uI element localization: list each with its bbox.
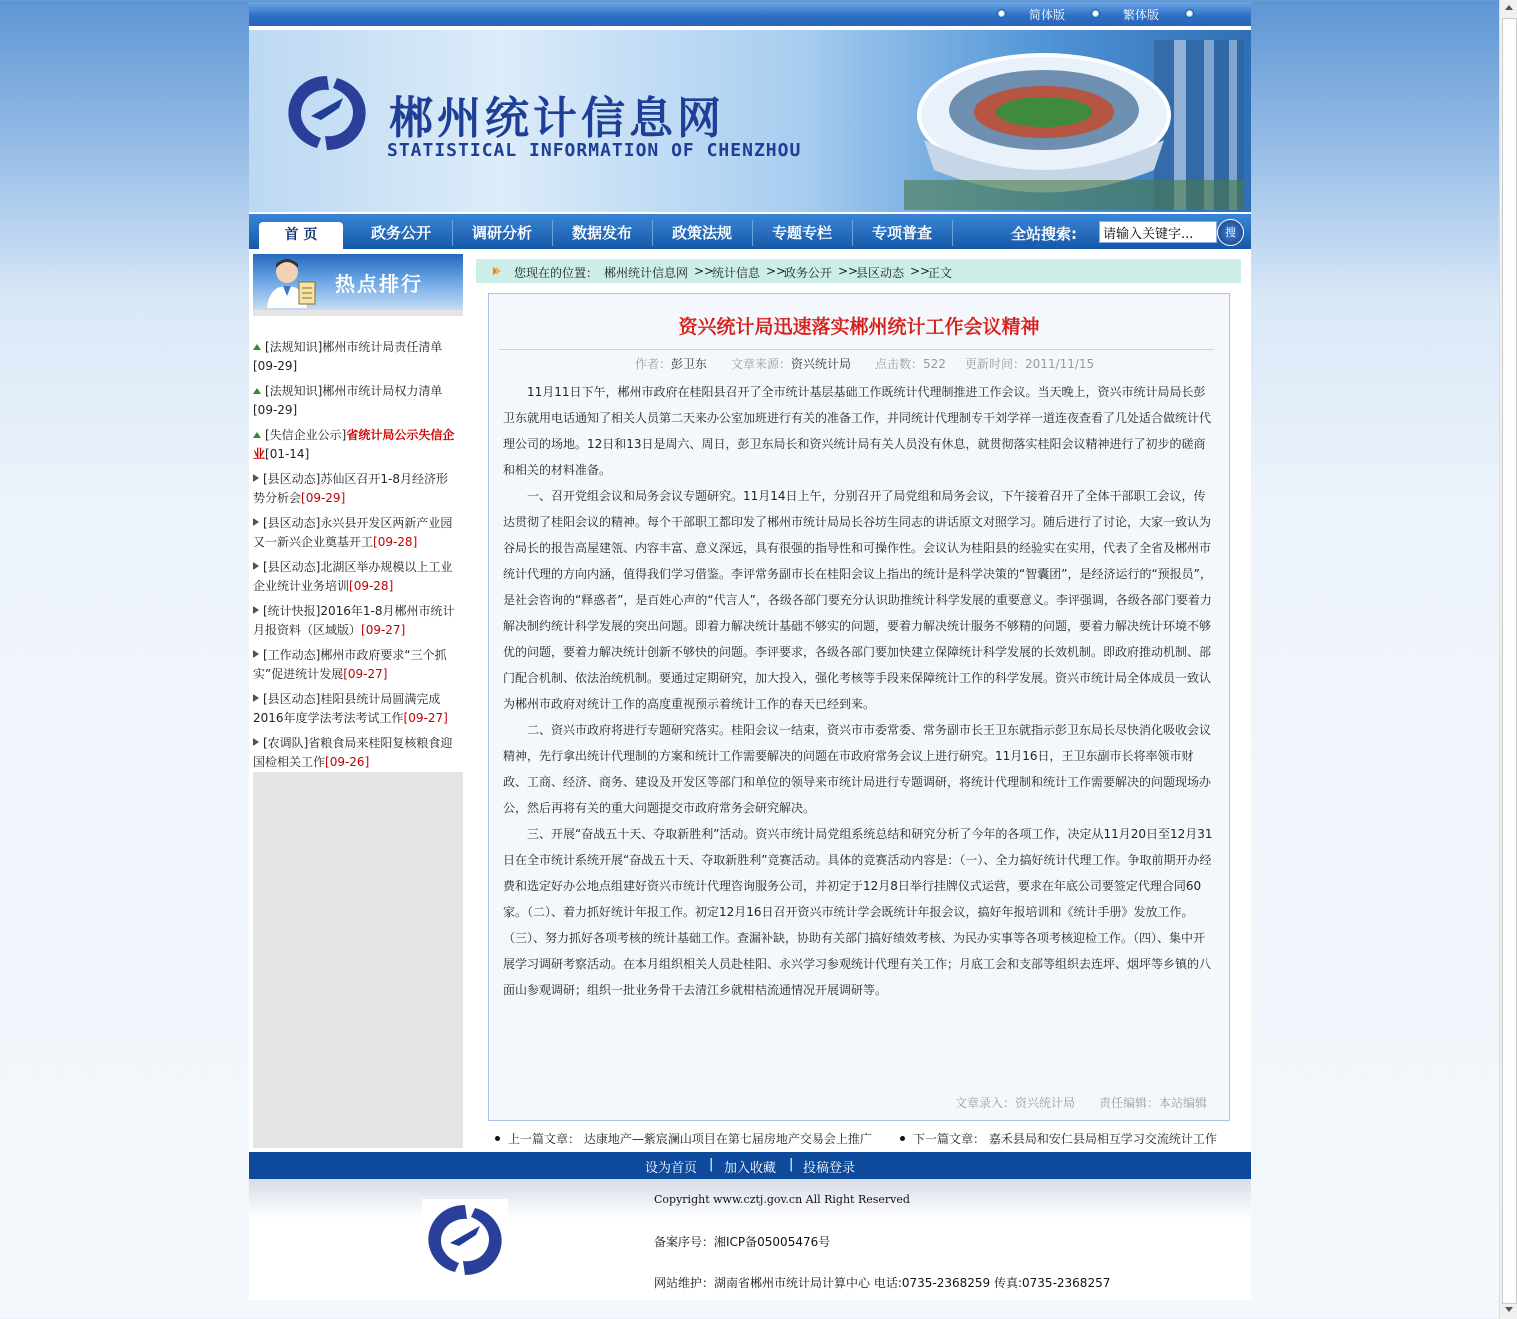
arrow-icon bbox=[492, 266, 502, 276]
list-item[interactable]: [县区动态]永兴县开发区两新产业园又一新兴企业奠基开工[09-28] bbox=[253, 516, 453, 549]
prev-article[interactable]: 上一篇文章： 达康地产—紫宸澜山项目在第七届房地产交易会上推广 bbox=[495, 1130, 872, 1147]
bullet-icon bbox=[997, 9, 1006, 18]
list-item[interactable]: [工作动态]郴州市政府要求“三个抓实”促进统计发展[09-27] bbox=[253, 648, 447, 681]
right-arrow-icon bbox=[253, 694, 259, 702]
breadcrumb bbox=[476, 259, 1241, 283]
link-separator: | bbox=[709, 1157, 714, 1172]
nav-policies[interactable]: 政策法规 bbox=[672, 224, 733, 242]
list-item[interactable]: [法规知识]郴州市统计局责任清单 [09-29] bbox=[253, 340, 443, 373]
language-bar bbox=[249, 2, 1251, 26]
list-item[interactable]: [县区动态]苏仙区召开1-8月经济形势分析会[09-29] bbox=[253, 472, 448, 505]
article-paragraph: 二、资兴市政府将进行专题研究落实。桂阳会议一结束，资兴市市委常委、常务副市长王卫东就指示彭卫东局长尽快消化吸收会议精神，先行拿出统计代理制的方案和统计工作需要解决的问题在市政府常务会议上进行研究。11月16日，王卫东副市长将率领市财政、工商、经济、商务、建设及开发区等部门和单位的领导来市统计局进行专题调研，将统计代理制和统计工作需要解决的问题现场办公，然后再将有关的重大问题提交市政府常务会研究解决。 bbox=[503, 723, 1212, 815]
nav-divider bbox=[552, 220, 553, 246]
nav-divider bbox=[452, 220, 453, 246]
site-logo-icon bbox=[281, 68, 373, 158]
bullet-icon bbox=[1091, 9, 1100, 18]
add-favorite-link[interactable]: 加入收藏 bbox=[724, 1161, 777, 1176]
list-item[interactable]: [县区动态]北湖区举办规模以上工业企业统计业务培训[09-28] bbox=[253, 560, 453, 593]
divider bbox=[499, 349, 1214, 350]
doctor-avatar-icon bbox=[263, 256, 321, 308]
main-nav bbox=[249, 214, 1251, 249]
article-paragraph: 11月11日下午，郴州市政府在桂阳县召开了全市统计基层基础工作既统计代理制推进工作会议。当天晚上，资兴市统计局局长彭卫东就用电话通知了相关人员第二天来办公室加班进行有关的准备工作，并同统计代理制专干刘学祥一道连夜查看了几处适合做统计代理公司的场地。12日和13日是周六、周日，彭卫东局长和资兴统计局有关人员没有休息，就贯彻落实桂阳会议精神进行了初步的磋商和相关的材料准备。 bbox=[503, 385, 1212, 477]
sidebar bbox=[253, 254, 463, 1148]
footer-links bbox=[249, 1152, 1251, 1179]
breadcrumb-stats-info[interactable]: 统计信息 bbox=[712, 266, 761, 280]
nav-census[interactable]: 专项普查 bbox=[872, 224, 933, 242]
submit-login-link[interactable]: 投稿登录 bbox=[803, 1161, 856, 1176]
nav-government-affairs[interactable]: 政务公开 bbox=[371, 224, 432, 242]
copyright-text: Copyright www.cztj.gov.cn All Right Reserved bbox=[654, 1193, 910, 1206]
article-paragraph: 三、开展“奋战五十天、夺取新胜利”活动。资兴市统计局党组系统总结和研究分析了今年的各项工作，决定从11月20日至12月31日在全市统计系统开展“奋战五十天、夺取新胜利”竞赛活动。具体的竞赛活动内容是：（一）、全力搞好统计代理工作。争取前期开办经费和选定好办公地点组建好资兴市统计代理咨询服务公司，并初定于12月8日举行挂牌仪式运营，要求在年底公司要签定代理合同60家。（二）、着力抓好统计年报工作。初定12月16日召开资兴市统计学会既统计年报会议，搞好年报培训和《统计手册》发放工作。（三）、努力抓好各项考核的统计基础工作。查漏补缺，协助有关部门搞好绩效考核、为民办实事等各项考核迎检工作。（四）、集中开展学习调研考察活动。在本月组织相关人员赴桂阳、永兴学习参观统计代理有关工作；月底工会和支部等组织去连坪、烟坪等乡镇的八面山参观调研；组织一批业务骨干去清江乡就柑桔流通情况开展调研等。 bbox=[503, 827, 1213, 997]
nav-special-topics[interactable]: 专题专栏 bbox=[772, 224, 833, 242]
page-container bbox=[249, 2, 1251, 1300]
search-input[interactable] bbox=[1099, 221, 1217, 243]
stadium-image bbox=[904, 40, 1244, 210]
page-scrollbar[interactable] bbox=[1499, 0, 1517, 1319]
link-separator: | bbox=[789, 1157, 794, 1172]
list-item[interactable]: [法规知识]郴州市统计局权力清单 [09-29] bbox=[253, 384, 443, 417]
nav-divider bbox=[652, 220, 653, 246]
list-item[interactable]: [县区动态]桂阳县统计局圆满完成2016年度学法考法考试工作[09-27] bbox=[253, 692, 448, 725]
nav-research[interactable]: 调研分析 bbox=[472, 224, 533, 242]
bullet-icon bbox=[1185, 9, 1194, 18]
breadcrumb-sep: >> bbox=[910, 264, 931, 278]
nav-divider bbox=[852, 220, 853, 246]
right-arrow-icon bbox=[253, 562, 259, 570]
article-hits: 点击数：522 bbox=[875, 357, 946, 371]
breadcrumb-county-news[interactable]: 县区动态 bbox=[856, 266, 905, 280]
breadcrumb-gov-affairs[interactable]: 政务公开 bbox=[784, 266, 833, 280]
search-label: 全站搜索: bbox=[1011, 225, 1077, 243]
right-arrow-icon bbox=[253, 650, 259, 658]
simplified-link[interactable]: 简体版 bbox=[1029, 8, 1066, 22]
list-item[interactable]: [失信企业公示]省统计局公示失信企业[01-14] bbox=[253, 428, 455, 461]
set-homepage-link[interactable]: 设为首页 bbox=[645, 1161, 698, 1176]
list-item[interactable]: [统计快报]2016年1-8月郴州市统计月报资料（区域版）[09-27] bbox=[253, 604, 455, 637]
scroll-up-icon[interactable] bbox=[1505, 5, 1513, 10]
up-arrow-icon bbox=[253, 344, 261, 350]
right-arrow-icon bbox=[253, 474, 259, 482]
nav-data-release[interactable]: 数据发布 bbox=[572, 224, 633, 242]
hot-ranking-title: 热点排行 bbox=[335, 272, 423, 296]
scroll-down-icon[interactable] bbox=[1505, 1307, 1513, 1312]
nav-divider bbox=[952, 220, 953, 246]
breadcrumb-current: 正文 bbox=[928, 266, 953, 280]
site-footer bbox=[249, 1179, 1251, 1300]
scrollbar-thumb[interactable] bbox=[1502, 18, 1517, 1304]
breadcrumb-sep: >> bbox=[766, 264, 787, 278]
bullet-icon bbox=[900, 1136, 905, 1141]
hot-ranking-header bbox=[253, 254, 463, 310]
right-arrow-icon bbox=[253, 738, 259, 746]
article-paragraph: 一、召开党组会议和局务会议专题研究。11月14日上午，分别召开了局党组和局务会议，下午接着召开了全体干部职工会议，传达贯彻了桂阳会议的精神。每个干部职工都印发了郴州市统计局局长谷坊生同志的讲话原文对照学习。随后进行了讨论，大家一致认为谷局长的报告高屋建瓴、内容丰富、意义深远，具有很强的指导性和可操作性。会议认为桂阳县的经验实在实用，代表了全省及郴州市统计代理的方向内涵，值得我们学习借鉴。李评常务副市长在桂阳会议上指出的统计是科学决策的“智囊团”，是经济运行的“预报员”，是社会咨询的“释惑者”，是百姓心声的“代言人”，各级各部门要充分认识助推统计科学发展的重要意义。李评强调，各级各部门要着力解决制约统计科学发展的突出问题。即着力解决统计基础不够实的问题，要着力解决统计服务不够精的问题，要着力解决统计环境不够优的问题，要着力解决统计创新不够快的问题。李评要求，各级各部门要加快建立保障统计科学发展的长效机制。即政府推动机制、部门配合机制、依法治统机制。要通过定期研究，加大投入，强化考核等手段来保障统计工作的科学发展。资兴市统计局全体成员一致认为郴州市政府对统计工作的高度重视预示着统计工作的春天已经到来。 bbox=[503, 489, 1212, 711]
breadcrumb-prefix: 您现在的位置： bbox=[514, 266, 599, 280]
next-article[interactable]: 下一篇文章： 嘉禾县局和安仁县局相互学习交流统计工作 bbox=[900, 1130, 1217, 1147]
icp-text: 备案序号：湘ICP备05005476号 bbox=[654, 1235, 831, 1249]
search-button[interactable]: 搜 bbox=[1217, 219, 1244, 246]
hot-ranking-list bbox=[253, 316, 463, 772]
article-title: 资兴统计局迅速落实郴州统计工作会议精神 bbox=[678, 316, 1040, 338]
site-title-en: STATISTICAL INFORMATION OF CHENZHOU bbox=[387, 140, 802, 161]
up-arrow-icon bbox=[253, 432, 261, 438]
article bbox=[488, 293, 1230, 1121]
site-title-cn: 郴州统计信息网 bbox=[389, 93, 725, 144]
article-updated: 更新时间：2011/11/15 bbox=[965, 357, 1095, 371]
traditional-link[interactable]: 繁体版 bbox=[1123, 8, 1160, 22]
list-item[interactable]: [农调队]省粮食局来桂阳复核粮食迎国检相关工作[09-26] bbox=[253, 736, 453, 769]
article-editor: 责任编辑：本站编辑 bbox=[1099, 1096, 1208, 1110]
nav-divider bbox=[752, 220, 753, 246]
bullet-icon bbox=[495, 1136, 500, 1141]
article-source: 文章来源：资兴统计局 bbox=[731, 357, 852, 371]
maintainer-text: 网站维护：湖南省郴州市统计局计算中心 电话:0735-2368259 传真:0735-2368257 bbox=[654, 1276, 1111, 1290]
right-arrow-icon bbox=[253, 518, 259, 526]
nav-home[interactable]: 首 页 bbox=[259, 222, 343, 249]
site-banner bbox=[249, 30, 1251, 212]
article-author: 作者：彭卫东 bbox=[635, 357, 708, 371]
footer-logo-icon bbox=[422, 1199, 508, 1281]
article-entry: 文章录入：资兴统计局 bbox=[955, 1096, 1076, 1110]
breadcrumb-home[interactable]: 郴州统计信息网 bbox=[604, 266, 689, 280]
breadcrumb-sep: >> bbox=[838, 264, 859, 278]
right-arrow-icon bbox=[253, 606, 259, 614]
breadcrumb-sep: >> bbox=[694, 264, 715, 278]
up-arrow-icon bbox=[253, 388, 261, 394]
